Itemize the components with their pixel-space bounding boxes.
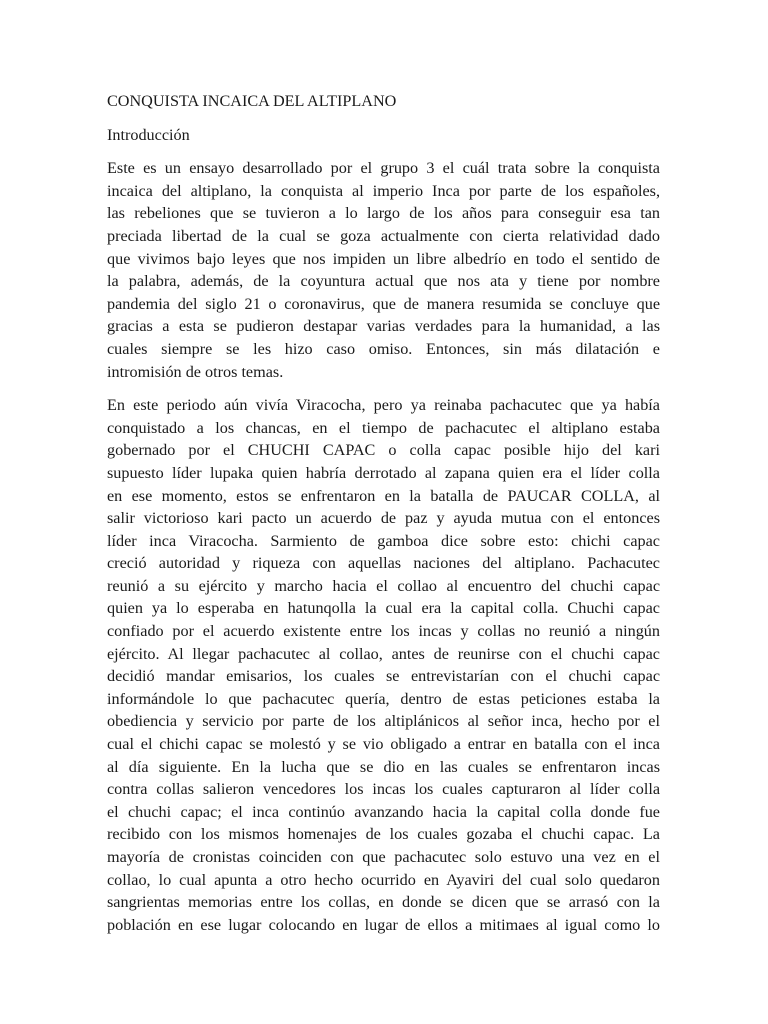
text-line: gracias a esta se pudieron destapar varias verdades para la humanidad, a las: [107, 317, 660, 336]
text-line: gobernado por el CHUCHI CAPAC o colla capac posible hijo del kari: [107, 441, 660, 460]
text-line: decidió mandar emisarios, los cuales se entrevistarían con el chuchi capac: [107, 667, 660, 686]
section-heading: Introducción: [107, 125, 190, 144]
text-line: población en ese lugar colocando en lugar de ellos a mitimaes al igual como lo: [107, 915, 660, 934]
text-line: reunió a su ejército y marcho hacia el collao al encuentro del chuchi capac: [107, 576, 660, 595]
text-line: en ese momento, estos se enfrentaron en la batalla de PAUCAR COLLA, al: [107, 486, 660, 505]
text-line: intromisión de otros temas.: [107, 362, 284, 381]
text-line: cuales siempre se les hizo caso omiso. Entonces, sin más dilatación e: [107, 339, 660, 358]
paragraph-introduction: [107, 157, 660, 383]
document-page: [107, 90, 660, 947]
document-title: CONQUISTA INCAICA DEL ALTIPLANO: [107, 92, 397, 110]
text-line: mayoría de cronistas coinciden con que pachacutec solo estuvo una vez en el: [107, 848, 660, 866]
text-line: En este periodo aún vivía Viracocha, pero ya reinaba pachacutec que ya había: [107, 396, 660, 415]
text-line: preciada libertad de la cual se goza actualmente con cierta relatividad dado: [107, 226, 660, 245]
text-line: cual el chichi capac se molestó y se vio obligado a entrar en batalla con el inca: [107, 735, 660, 754]
text-line: collao, lo cual apunta a otro hecho ocurrido en Ayaviri del cual solo quedaron: [107, 870, 660, 889]
text-line: la palabra, además, de la coyuntura actual que nos ata y tiene por nombre: [107, 272, 660, 291]
paragraph-body: [107, 394, 660, 936]
text-line: quien ya lo esperaba en hatunqolla la cual era la capital colla. Chuchi capac: [107, 599, 660, 618]
text-line: salir victorioso kari pacto un acuerdo de paz y ayuda mutua con el entonces: [107, 509, 660, 528]
text-line: que vivimos bajo leyes que nos impiden un libre albedrío en todo el sentido de: [107, 249, 660, 268]
text-line: las rebeliones que se tuvieron a lo largo de los años para conseguir esa tan: [107, 204, 660, 223]
text-line: supuesto líder lupaka quien habría derrotado al zapana quien era el líder colla: [107, 463, 660, 482]
text-line: informándole lo que pachacutec quería, dentro de estas peticiones estaba la: [107, 689, 660, 708]
text-line: Este es un ensayo desarrollado por el grupo 3 el cuál trata sobre la conquista: [107, 159, 660, 178]
text-line: sangrientas memorias entre los collas, en donde se dicen que se arrasó con la: [107, 893, 660, 912]
text-line: obediencia y servicio por parte de los altiplánicos al señor inca, hecho por el: [107, 712, 660, 731]
text-line: conquistado a los chancas, en el tiempo de pachacutec el altiplano estaba: [107, 418, 660, 437]
text-line: el chuchi capac; el inca continúo avanzando hacia la capital colla donde fue: [107, 802, 660, 821]
text-line: incaica del altiplano, la conquista al imperio Inca por parte de los españoles,: [107, 181, 660, 200]
text-line: ejército. Al llegar pachacutec al collao, antes de reunirse con el chuchi capac: [107, 644, 660, 663]
text-line: líder inca Viracocha. Sarmiento de gamboa dice sobre esto: chichi capac: [107, 531, 660, 550]
text-line: al día siguiente. En la lucha que se dio en las cuales se enfrentaron incas: [107, 757, 660, 776]
text-line: recibido con los mismos homenajes de los cuales gozaba el chuchi capac. La: [107, 825, 660, 844]
text-line: pandemia del siglo 21 o coronavirus, que de manera resumida se concluye que: [107, 294, 660, 313]
text-line: creció autoridad y riqueza con aquellas naciones del altiplano. Pachacutec: [107, 554, 660, 573]
text-line: contra collas salieron vencedores los incas los cuales capturaron al líder colla: [107, 780, 660, 799]
text-line: confiado por el acuerdo existente entre los incas y collas no reunió a ningún: [107, 622, 660, 641]
